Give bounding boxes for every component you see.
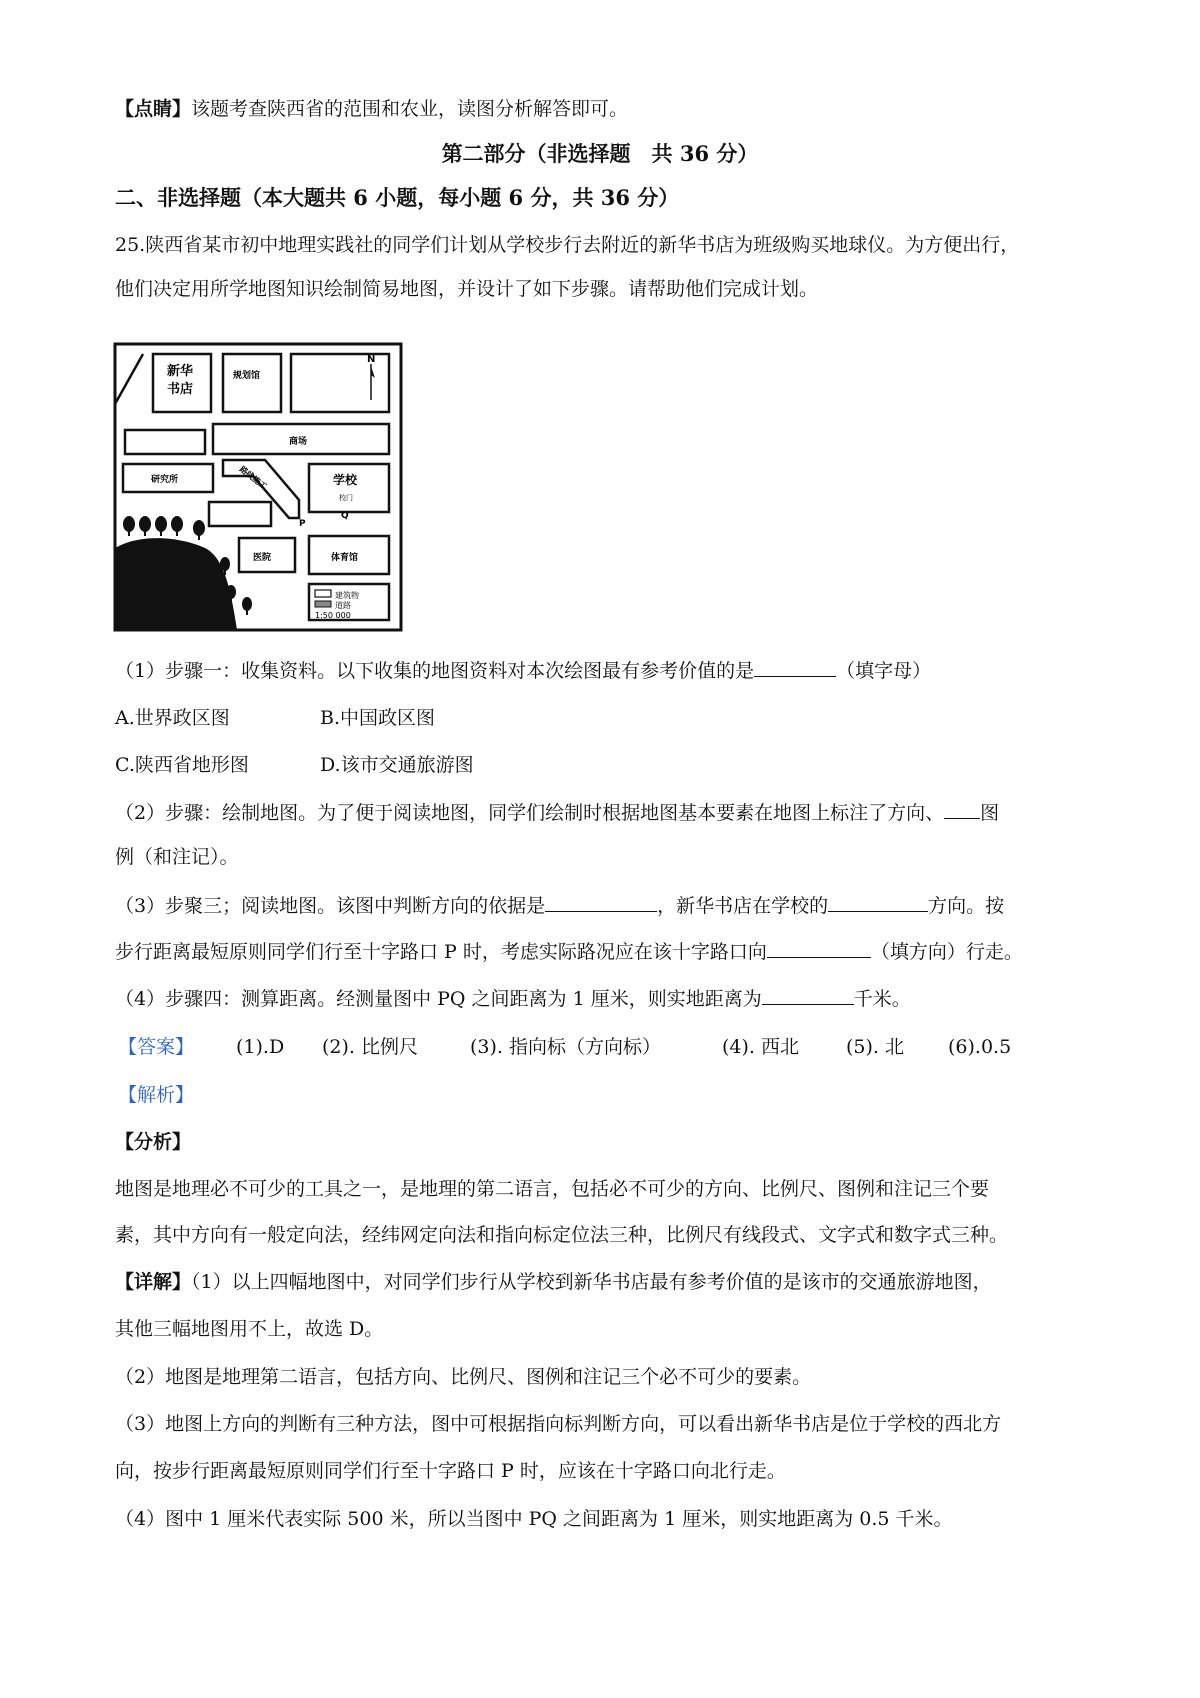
step-2-text: （2）步骤：绘制地图。为了便于阅读地图，同学们绘制时根据地图基本要素在地图上标注了方向、 [115, 802, 945, 824]
xiangjie-p3-line-1: （3）地图上方向的判断有三种方法，图中可根据指向标判断方向，可以看出新华书店是位于学校的西北方 [115, 1413, 1002, 1435]
section-title: 二、非选择题（本大题共 6 小题，每小题 6 分，共 36 分） [115, 185, 680, 210]
dianjing-tag: 【点睛】 [115, 98, 192, 120]
option-a: A.世界政区图 [115, 707, 230, 729]
map-figure [113, 342, 403, 632]
answer-3: (3). 指向标（方向标） [470, 1036, 661, 1058]
answer-6: (6).0.5 [948, 1036, 1012, 1058]
options-row-2 [115, 752, 474, 778]
option-b: B.中国政区图 [320, 707, 436, 729]
step-3-tail: 方向。按 [928, 895, 1005, 917]
fenxi-line-2: 素，其中方向有一般定向法，经纬网定向法和指向标定位法三种，比例尺有线段式、文字式和数字式三种。 [115, 1224, 1009, 1246]
answer-blank-4 [828, 893, 928, 912]
legend-road-label: 道路 [335, 601, 351, 610]
xiangjie-p4: （4）图中 1 厘米代表实际 500 米，所以当图中 PQ 之间距离为 1 厘米，则实地距离为 0.5 千米。 [115, 1508, 953, 1530]
bookstore-label-1: 新华 [167, 364, 194, 379]
question-line-1: 25.陕西省某市初中地理实践社的同学们计划从学校步行去附近的新华书店为班级购买地球仪。为方便出行， [115, 234, 1020, 256]
step-1-text: （1）步骤一：收集资料。以下收集的地图资料对本次绘图最有参考价值的是 [115, 660, 755, 682]
step-4-text: （4）步骤四：测算距离。经测量图中 PQ 之间距离为 1 厘米，则实地距离为 [115, 988, 762, 1010]
answer-row [118, 1034, 194, 1060]
xiangjie-p3-line-2: 向，按步行距离最短原则同学们行至十字路口 P 时，应该在十字路口向北行走。 [115, 1460, 786, 1482]
legend-road-swatch [315, 601, 331, 607]
step-2 [115, 800, 999, 826]
answer-1: (1).D [236, 1036, 285, 1058]
bookstore-label-2: 书店 [167, 382, 194, 397]
answer-2: (2). 比例尺 [322, 1036, 418, 1058]
street-map [113, 342, 403, 632]
step-3 [115, 893, 1004, 919]
xiangjie-p1-line-2: 其他三幅地图用不上，故选 D。 [115, 1318, 384, 1340]
stadium-label: 体育馆 [331, 553, 359, 563]
xiangjie-tag: 【详解】 [115, 1271, 192, 1293]
dianjing-paragraph [115, 96, 628, 122]
mall-label: 商场 [289, 437, 308, 447]
xiangjie-p1 [115, 1269, 992, 1295]
fenxi-tag: 【分析】 [115, 1131, 192, 1153]
answer-blank-2 [944, 800, 980, 819]
answer-blank-5 [767, 939, 871, 958]
legend-building-label: 建筑物 [335, 591, 359, 600]
school-gate-label: 校门 [339, 494, 353, 502]
step-2-tail: 图 [980, 802, 1000, 824]
q-label: Q [341, 511, 349, 521]
xiangjie-p1-line-1: （1）以上四幅地图中，对同学们步行从学校到新华书店最有参考价值的是该市的交通旅游地图， [191, 1271, 992, 1293]
answer-tag: 【答案】 [118, 1036, 195, 1058]
step-4-tail: 千米。 [853, 988, 911, 1010]
answer-blank-1 [754, 658, 836, 677]
step-3-line-2-hint: （填方向）行走。 [870, 941, 1023, 963]
planning-hall-label: 规划馆 [233, 371, 261, 381]
scale-label: 1:50 000 [315, 611, 351, 620]
answer-4: (4). 西北 [722, 1036, 799, 1058]
fenxi-line-1: 地图是地理必不可少的工具之一，是地理的第二语言，包括必不可少的方向、比例尺、图例和注记三个要 [115, 1178, 990, 1200]
hospital-label: 医院 [253, 553, 272, 563]
step-3-mid: ，新华书店在学校的 [657, 895, 829, 917]
step-3-text: （3）步聚三；阅读地图。该图中判断方向的依据是 [115, 895, 546, 917]
step-1-hint: （填字母） [836, 660, 932, 682]
answer-blank-6 [762, 986, 854, 1005]
options-row-1 [115, 705, 435, 731]
school-label: 学校 [333, 473, 358, 487]
option-c: C.陕西省地形图 [115, 754, 249, 776]
xiangjie-p2: （2）地图是地理第二语言，包括方向、比例尺、图例和注记三个必不可少的要素。 [115, 1366, 812, 1388]
question-line-2: 他们决定用所学地图知识绘制简易地图，并设计了如下步骤。请帮助他们完成计划。 [115, 278, 819, 300]
step-2-line-2: 例（和注记）。 [115, 846, 239, 868]
step-1 [115, 658, 931, 684]
dianjing-text: 该题考查陕西省的范围和农业，读图分析解答即可。 [191, 98, 629, 120]
north-label: N [367, 354, 376, 365]
diagonal-road-label: 路线施工 [237, 464, 269, 492]
option-d: D.该市交通旅游图 [320, 754, 474, 776]
part-title: 第二部分（非选择题 共 36 分） [441, 141, 759, 166]
p-label: P [299, 519, 306, 529]
answer-blank-3 [545, 893, 657, 912]
jiexi-tag: 【解析】 [118, 1084, 195, 1106]
step-3-line-2 [115, 939, 1023, 965]
step-4 [115, 986, 911, 1012]
step-3-line-2-text: 步行距离最短原则同学们行至十字路口 P 时，考虑实际路况应在该十字路口向 [115, 941, 767, 963]
institute-label: 研究所 [151, 475, 179, 485]
answer-5: (5). 北 [846, 1036, 904, 1058]
